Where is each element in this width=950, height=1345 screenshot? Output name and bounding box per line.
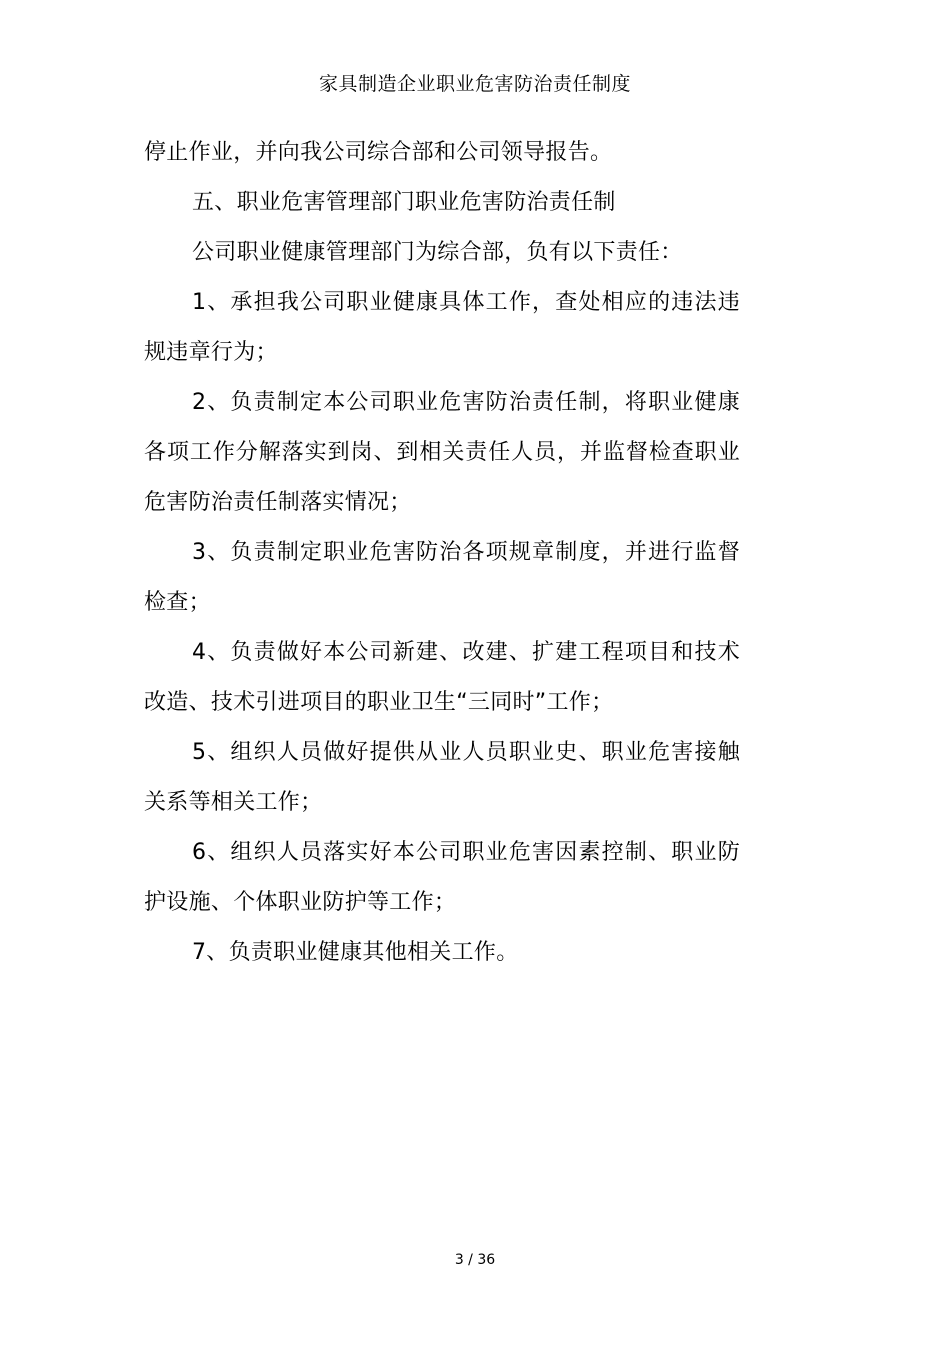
- paragraph-intro: 公司职业健康管理部门为综合部，负有以下责任：: [192, 240, 683, 265]
- document-body: [144, 128, 740, 978]
- page-number: 3 / 36: [454, 1252, 496, 1268]
- list-item-3: 3、负责制定职业危害防治各项规章制度，并进行监督检查；: [144, 540, 740, 615]
- list-item-1: 1、承担我公司职业健康具体工作，查处相应的违法违规违章行为；: [144, 290, 740, 365]
- list-item-6: 6、组织人员落实好本公司职业危害因素控制、职业防护设施、个体职业防护等工作；: [144, 840, 740, 915]
- list-item-5: 5、组织人员做好提供从业人员职业史、职业危害接触关系等相关工作；: [144, 740, 740, 815]
- section-heading-five: 五、职业危害管理部门职业危害防治责任制: [192, 190, 616, 215]
- list-item-4: 4、负责做好本公司新建、改建、扩建工程项目和技术改造、技术引进项目的职业卫生“三同时”工作；: [144, 640, 740, 715]
- list-item-7: 7、负责职业健康其他相关工作。: [192, 940, 519, 965]
- list-item-2: 2、负责制定本公司职业危害防治责任制，将职业健康各项工作分解落实到岗、到相关责任人员，并监督检查职业危害防治责任制落实情况；: [144, 390, 740, 515]
- document-header-title: 家具制造企业职业危害防治责任制度: [318, 73, 631, 95]
- paragraph-continuation: 停止作业，并向我公司综合部和公司领导报告。: [144, 140, 613, 165]
